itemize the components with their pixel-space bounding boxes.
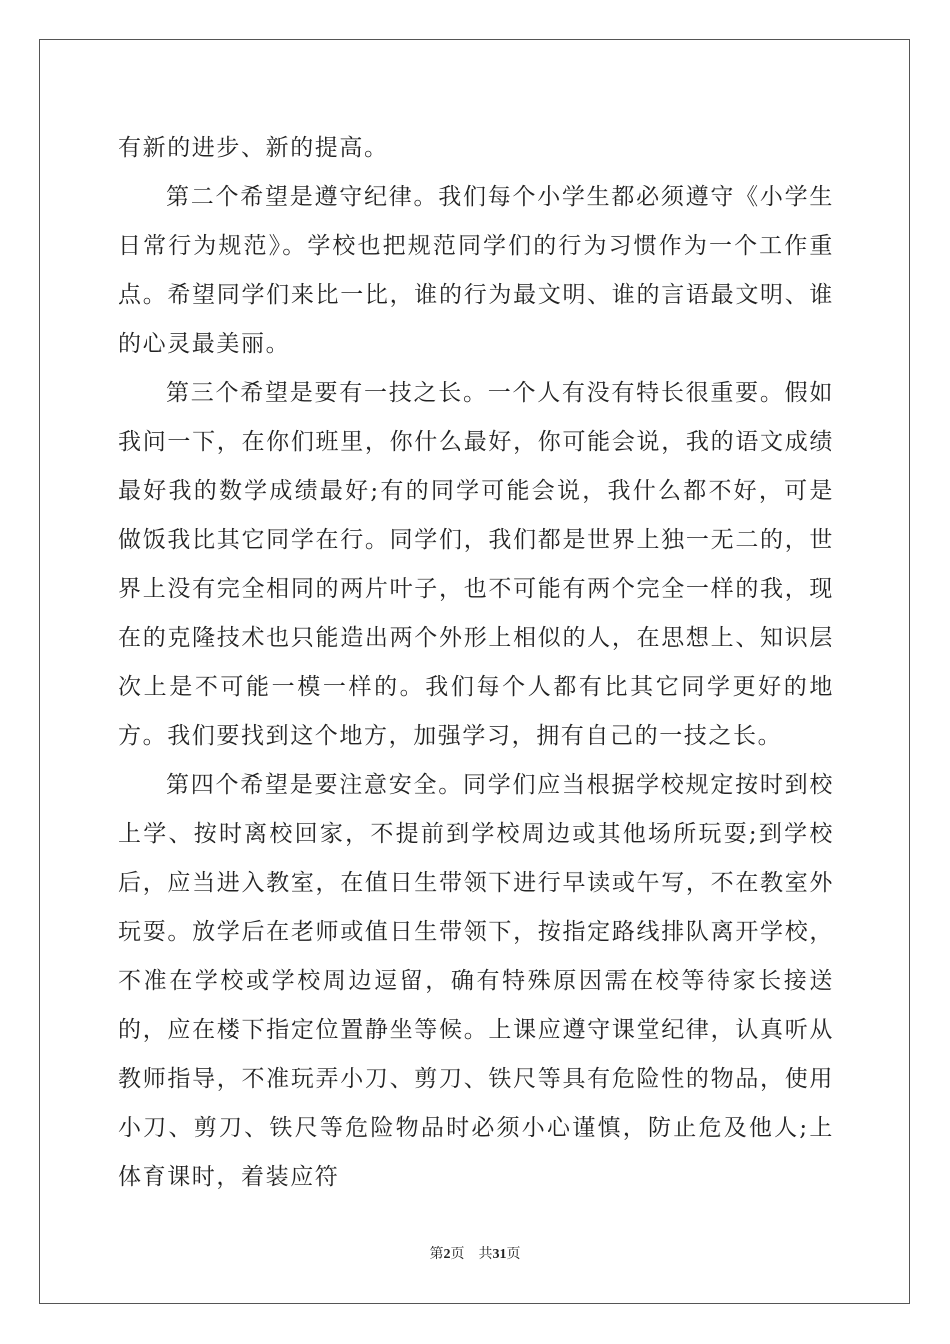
page-suffix: 页 [450, 1247, 465, 1262]
total-suffix: 页 [506, 1247, 521, 1262]
paragraph-2: 第二个希望是遵守纪律。我们每个小学生都必须遵守《小学生日常行为规范》。学校也把规范同学们的行为习惯作为一个工作重点。希望同学们来比一比，谁的行为最文明、谁的言语最文明、谁的心灵最美丽。 [118, 184, 834, 357]
page-prefix: 第 [429, 1247, 444, 1262]
page-number: 2 [443, 1247, 451, 1262]
paragraph-4: 第四个希望是要注意安全。同学们应当根据学校规定按时到校上学、按时离校回家，不提前到学校周边或其他场所玩耍;到学校后，应当进入教室，在值日生带领下进行早读或午写，不在教室外玩耍。放学后在老师或值日生带领下，按指定路线排队离开学校，不准在学校或学校周边逗留，确有特殊原因需在校等待家长接送的，应在楼下指定位置静坐等候。上课应遵守课堂纪律，认真听从教师指导，不准玩弄小刀、剪刀、铁尺等具有危险性的物品，使用小刀、剪刀、铁尺等危险物品时必须小心谨慎，防止危及他人;上体育课时，着装应符 [118, 772, 834, 1190]
paragraph-1: 有新的进步、新的提高。 [118, 135, 389, 161]
total-prefix: 共 [478, 1247, 493, 1262]
paragraph-3: 第三个希望是要有一技之长。一个人有没有特长很重要。假如我问一下，在你们班里，你什么最好，你可能会说，我的语文成绩最好我的数学成绩最好;有的同学可能会说，我什么都不好，可是做饭我比其它同学在行。同学们，我们都是世界上独一无二的，世界上没有完全相同的两片叶子，也不可能有两个完全一样的我，现在的克隆技术也只能造出两个外形上相似的人，在思想上、知识层次上是不可能一模一样的。我们每个人都有比其它同学更好的地方。我们要找到这个地方，加强学习，拥有自己的一技之长。 [118, 380, 834, 749]
page-footer [0, 1243, 950, 1263]
total-pages: 31 [492, 1247, 507, 1262]
document-body [118, 124, 834, 1202]
